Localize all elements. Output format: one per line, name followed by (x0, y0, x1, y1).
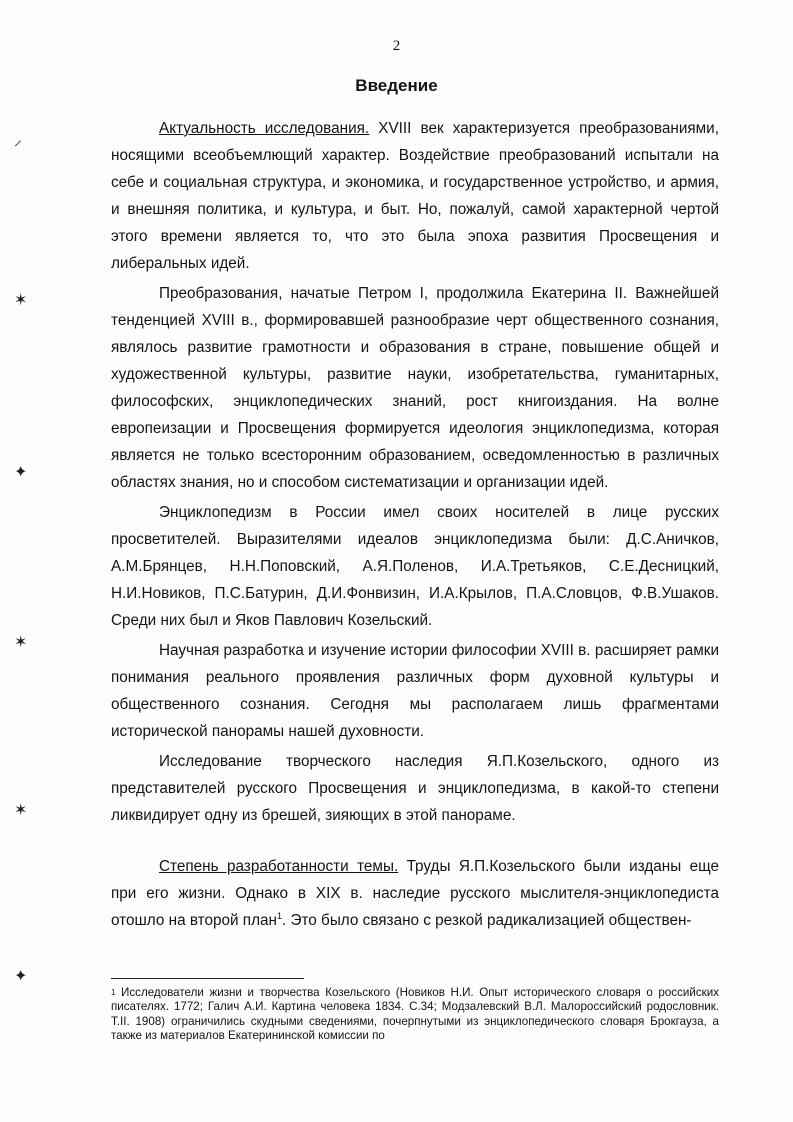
paragraph-philosophy-history: Научная разработка и изучение истории философии XVIII в. расширяет рамки понимания реального проявления различных форм духовной культуры и общественного сознания. Сегодня мы располагаем лишь фрагментами исторической панорамы нашей духовности. (111, 642, 719, 740)
scan-mark-icon: ✶ (14, 800, 28, 819)
scan-mark-icon: ✶ (14, 632, 28, 651)
scan-mark-icon: ✦ (14, 462, 28, 481)
footnote-divider (111, 978, 304, 979)
scan-mark-icon: ⸝ (14, 130, 23, 149)
section-label-relevance: Актуальность исследования. (159, 120, 370, 137)
footnote-text: Исследователи жизни и творчества Козельского (Новиков Н.И. Опыт исторического словаря о российских писателях. 1772; Галич А.И. Картина человека 1834. С.34; Модзалевский В.Л. Малороссийский родословник. Т.II. 1908) ограничились скудными сведениями, почерпнутыми из энциклопедического словаря Брокгауза, а также из материалов Екатерининской комиссии по (111, 986, 719, 1043)
page-title: Введение (355, 76, 438, 95)
paragraph-text: . Это было связано с резкой радикализацией обществен- (281, 912, 692, 929)
scan-mark-icon: ✦ (14, 966, 28, 985)
paragraph-reforms: Преобразования, начатые Петром I, продолжила Екатерина II. Важнейшей тенденцией XVIII в., формировавшей разнообразие черт общественного сознания, являлось развитие грамотности и образования в стране, повышение общей и художественной культуры, развитие науки, изобретательства, гуманитарных, философских, энциклопедических знаний, рост книгоиздания. На волне европеизации и Просвещения формируется идеология энциклопедизма, которая является не только всесторонним образованием, осведомленностью в различных областях знания, но и способом систематизации и организации идей. (111, 285, 719, 491)
paragraph-kozelsky-research: Исследование творческого наследия Я.П.Козельского, одного из представителей русского Просвещения и энциклопедизма, в какой-то степени ликвидирует одну из брешей, зияющих в этой панораме. (111, 753, 719, 824)
footnote-reference: 1 (276, 910, 282, 921)
footnote (111, 986, 719, 1044)
scan-mark-icon: ✶ (14, 290, 28, 309)
footnote-mark: 1 (111, 988, 116, 997)
paragraph-encyclopedism: Энциклопедизм в России имел своих носителей в лице русских просветителей. Выразителями идеалов энциклопедизма были: Д.С.Аничков, А.М.Брянцев, Н.Н.Поповский, А.Я.Поленов, И.А.Третьяков, С.Е.Десницкий, Н.И.Новиков, П.С.Батурин, Д.И.Фонвизин, И.А.Крылов, П.А.Словцов, Ф.В.Ушаков. Среди них был и Яков Павлович Козельский. (111, 504, 719, 629)
document-body (111, 115, 719, 937)
paragraph-text: XVIII век характеризуется преобразованиями, носящими всеобъемлющий характер. Воздействие преобразований испытали на себе и социальная структура, и экономика, и государственное устройство, и армия, и внешняя политика, и культура, и быт. Но, пожалуй, самой характерной чертой этого времени является то, что это была эпоха развития Просвещения и либеральных идей. (111, 120, 719, 272)
paragraph-relevance (111, 115, 719, 277)
paragraph-elaboration (111, 853, 719, 934)
page-number: 2 (392, 38, 401, 54)
section-label-elaboration: Степень разработанности темы. (159, 858, 399, 875)
paragraph-text: Труды Я.П.Козельского были изданы еще при его жизни. Однако в XIX в. наследие русского мыслителя-энциклопедиста отошло на второй план (111, 858, 719, 929)
